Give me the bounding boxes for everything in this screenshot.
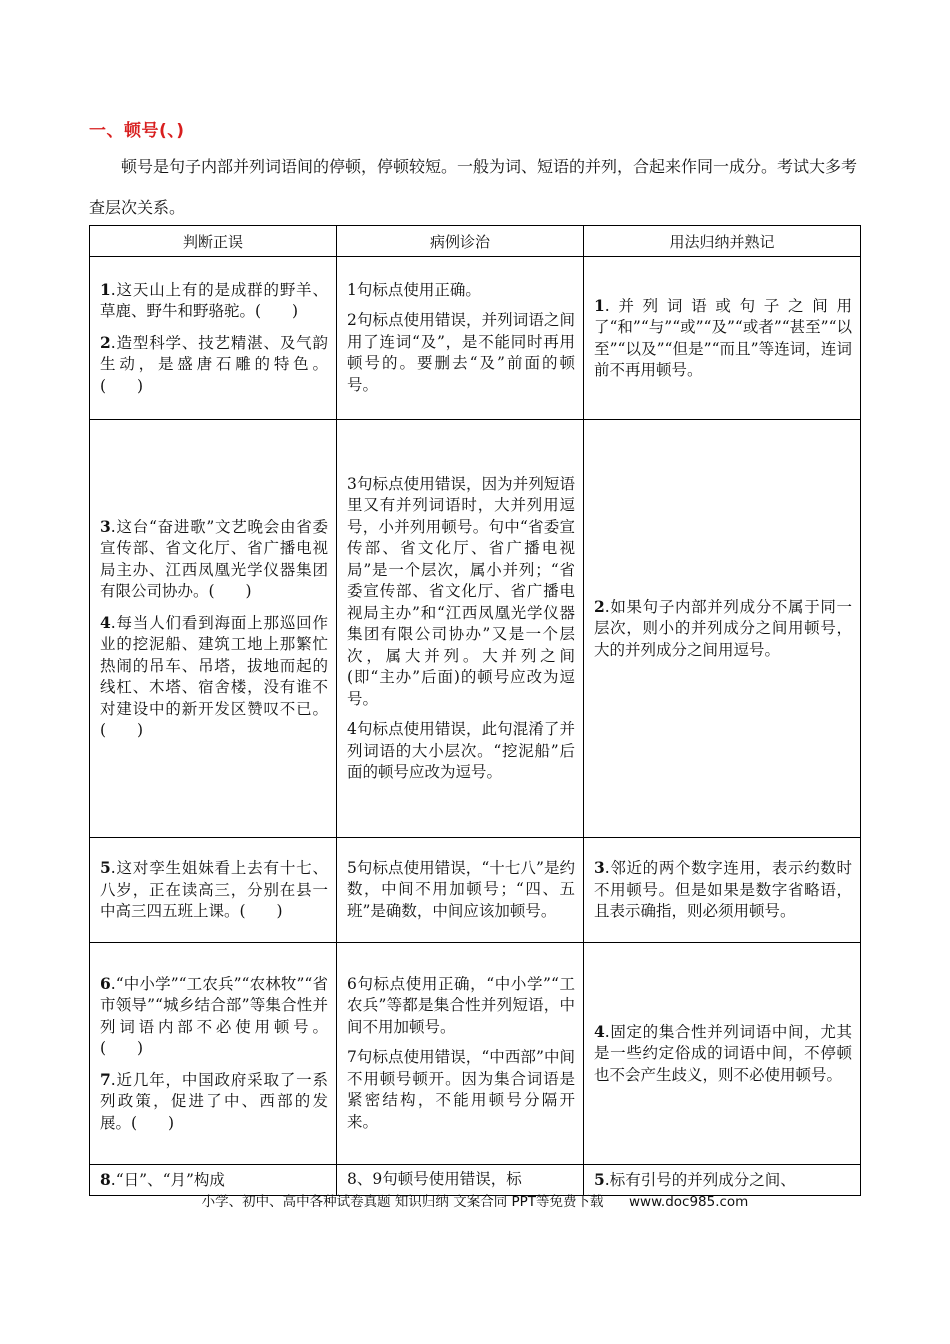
judge-cell xyxy=(90,257,337,420)
section-heading: 一、顿号(、) xyxy=(89,121,185,141)
rule-4: 4.固定的集合性并列词语中间，尤其是一些约定俗成的词语中间，不停顿也不会产生歧义，则不必使用顿号。 xyxy=(594,1021,852,1084)
diagnosis-2: 2句标点使用错误，并列词语之间用了连词“及”，是不能同时再用顿号的。要删去“及”前面的顿号。 xyxy=(347,311,575,394)
question-5: 5.这对孪生姐妹看上去有十七、八岁，正在读高三，分别在县一中高三四五班上课。( ) xyxy=(100,858,328,921)
diagnosis-cell xyxy=(337,420,584,838)
judge-cell xyxy=(90,838,337,943)
rule-cell xyxy=(584,420,861,838)
question-8: 8.“日”、“月”构成 xyxy=(100,1170,225,1189)
diagnosis-cell xyxy=(337,838,584,943)
diagnosis-4: 4句标点使用错误，此句混淆了并列词语的大小层次。“挖泥船”后面的顿号应改为逗号。 xyxy=(347,720,575,781)
footer-text: 小学、初中、高中各种试卷真题 知识归纳 文案合同 PPT等免费下载 xyxy=(201,1194,604,1210)
punctuation-table xyxy=(89,225,861,1196)
header-rule: 用法归纳并熟记 xyxy=(584,226,861,257)
rule-3: 3.邻近的两个数字连用，表示约数时不用顿号。但是如果是数字省略语，且表示确指，则必须用顿号。 xyxy=(594,858,852,921)
diagnosis-8: 8、9句顿号使用错误，标 xyxy=(347,1170,522,1188)
rule-5: 5.标有引号的并列成分之间、 xyxy=(594,1170,796,1189)
diagnosis-7: 7句标点使用错误，“中西部”中间不用顿号顿开。因为集合词语是紧密结构，不能用顿号分隔开来。 xyxy=(347,1048,575,1131)
question-3: 3.这台“奋进歌”文艺晚会由省委宣传部、省文化厅、省广播电视局主办、江西凤凰光学仪器集团有限公司协办。( ) xyxy=(100,516,328,600)
rule-cell xyxy=(584,943,861,1165)
diagnosis-cell xyxy=(337,257,584,420)
judge-cell xyxy=(90,943,337,1165)
header-diagnosis: 病例诊治 xyxy=(337,226,584,257)
table-header-row xyxy=(90,226,861,257)
header-judge: 判断正误 xyxy=(90,226,337,257)
rule-cell xyxy=(584,838,861,943)
intro-paragraph: 顿号是句子内部并列词语间的停顿，停顿较短。一般为词、短语的并列，合起来作同一成分。考试大多考查层次关系。 xyxy=(89,157,858,217)
table-row xyxy=(90,838,861,943)
page-footer xyxy=(0,1190,950,1210)
footer-url-link[interactable]: www.doc985.com xyxy=(629,1194,749,1210)
rule-cell xyxy=(584,257,861,420)
rule-2: 2.如果句子内部并列成分不属于同一层次，则小的并列成分之间用顿号，大的并列成分之间用逗号。 xyxy=(594,596,852,659)
diagnosis-cell xyxy=(337,943,584,1165)
rule-1: 1.并列词语或句子之间用了“和”“与”“或”“及”“或者”“甚至”“以至”“以及”“但是”“而且”等连词，连词前不再用顿号。 xyxy=(594,295,853,379)
diagnosis-1: 1句标点使用正确。 xyxy=(347,280,481,299)
question-2: 2.造型科学、技艺精湛、及气韵生动，是盛唐石雕的特色。( ) xyxy=(100,332,328,395)
table-row xyxy=(90,257,861,420)
diagnosis-5: 5句标点使用错误，“十七八”是约数，中间不用加顿号；“四、五班”是确数，中间应该加顿号。 xyxy=(347,858,575,920)
diagnosis-6: 6句标点使用正确，“中小学”“工农兵”等都是集合性并列短语，中间不用加顿号。 xyxy=(347,974,575,1036)
question-6: 6.“中小学”“工农兵”“农林牧”“省市领导”“城乡结合部”等集合性并列词语内部不必使用顿号。( ) xyxy=(100,973,328,1058)
judge-cell xyxy=(90,420,337,838)
question-1: 1.这天山上有的是成群的野羊、草鹿、野牛和野骆驼。( ) xyxy=(100,279,328,321)
table-row xyxy=(90,420,861,838)
table-row xyxy=(90,943,861,1165)
question-4: 4.每当人们看到海面上那巡回作业的挖泥船、建筑工地上那繁忙热闹的吊车、吊塔，拔地而起的线杠、木塔、宿舍楼，没有谁不对建设中的新开发区赞叹不已。( ) xyxy=(100,612,328,739)
diagnosis-3: 3句标点使用错误，因为并列短语里又有并列词语时，大并列用逗号，小并列用顿号。句中“省委宣传部、省文化厅、省广播电视局”是一个层次，属小并列；“省委宣传部、省文化厅、省广播电视局主办”和“江西凤凰光学仪器集团有限公司协办”又是一个层次，属大并列。大并列之间(即“主办”后面)的顿号应改为逗号。 xyxy=(347,474,575,708)
question-7: 7.近几年，中国政府采取了一系列政策，促进了中、西部的发展。( ) xyxy=(100,1069,328,1132)
